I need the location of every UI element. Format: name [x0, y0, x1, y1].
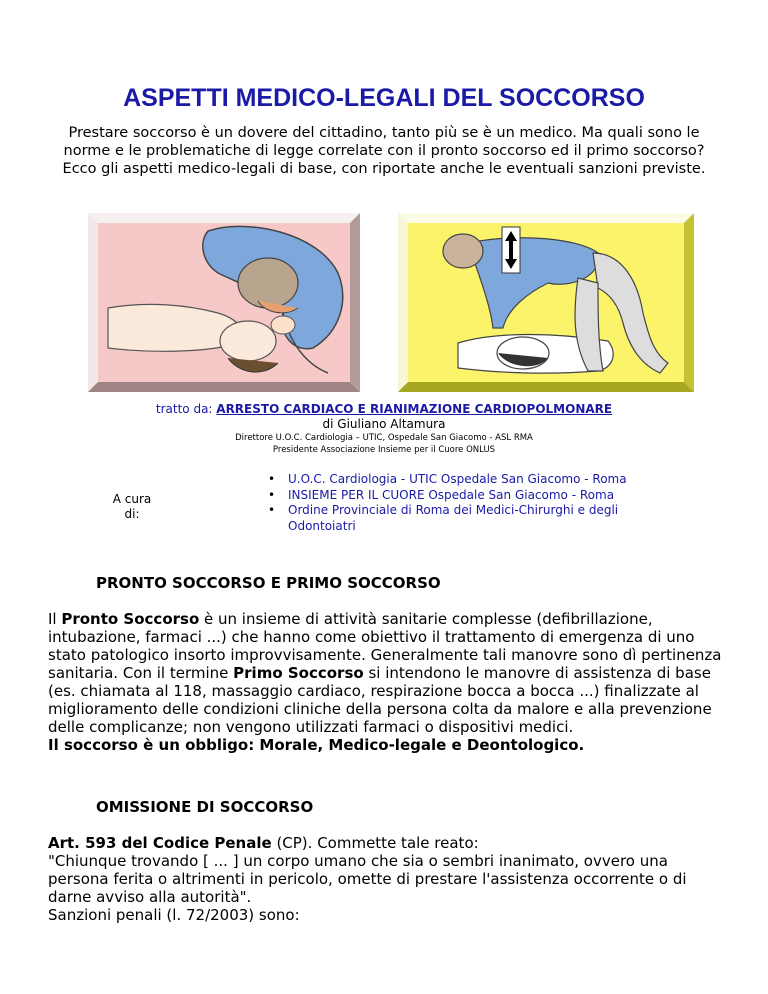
cura-item[interactable]: • INSIEME PER IL CUORE Ospedale San Giacomo - Roma: [268, 488, 688, 504]
text-run: Il: [48, 610, 62, 628]
primo-soccorso-term: Primo Soccorso: [233, 664, 364, 682]
text-run: (CP). Commette tale reato:: [271, 834, 479, 852]
cura-item[interactable]: • U.O.C. Cardiologia - UTIC Ospedale San Giacomo - Roma: [268, 472, 688, 488]
pronto-soccorso-paragraph: [48, 610, 728, 754]
source-book-link[interactable]: ARRESTO CARDIACO E RIANIMAZIONE CARDIOPOLMONARE: [216, 402, 613, 416]
chest-compression-illustration: [398, 213, 694, 392]
cura-item[interactable]: • Ordine Provinciale di Roma dei Medici-Chirurghi e degli Odontoiatri: [268, 503, 688, 534]
credit-role-2: Presidente Associazione Insieme per il Cuore ONLUS: [272, 445, 496, 455]
intro-paragraph: Prestare soccorso è un dovere del cittadino, tanto più se è un medico. Ma quali sono le norme e le problematiche di legge correlate con il pronto soccorso ed il primo soccorso? Ecco gli aspetti medico-legali di base, con riportate anche le eventuali sanzioni previste.: [62, 125, 706, 177]
omissione-paragraph: [48, 834, 728, 924]
credit-prefix: tratto da:: [155, 402, 217, 416]
page-title: ASPETTI MEDICO-LEGALI DEL SOCCORSO: [123, 84, 645, 112]
cura-list: [268, 472, 688, 534]
pronto-soccorso-term: Pronto Soccorso: [61, 610, 200, 628]
cura-label: A cura di:: [112, 492, 152, 521]
art-593-term: Art. 593 del Codice Penale: [48, 834, 272, 852]
art-593-quote: "Chiunque trovando [ ... ] un corpo umano che sia o sembri inanimato, ovvero una persona ferita o altrimenti in pericolo, omette di prestare l'assistenza occorrente o di darne avviso alla autorità".: [48, 852, 687, 906]
section-heading-omissione: OMISSIONE DI SOCCORSO: [96, 798, 314, 816]
credit-author: di Giuliano Altamura: [322, 417, 446, 431]
credit-role-1: Direttore U.O.C. Cardiologia – UTIC, Ospedale San Giacomo - ASL RMA: [235, 433, 533, 443]
rescue-breathing-illustration: [88, 213, 360, 392]
obligation-statement: Il soccorso è un obbligo: Morale, Medico-legale e Deontologico.: [48, 736, 585, 754]
section-heading-pronto-soccorso: PRONTO SOCCORSO E PRIMO SOCCORSO: [96, 574, 441, 592]
sanzioni-text: Sanzioni penali (l. 72/2003) sono:: [48, 906, 300, 924]
text-run: si intendono le manovre di assistenza di base (es. chiamata al 118, massaggio cardiaco, respirazione bocca a bocca ...) finalizzate al miglioramento delle condizioni cliniche della persona colta da malore e alla prevenzione delle complicanze; non vengono utilizzati farmaci o dispositivi medici.: [48, 664, 712, 736]
text-run: è un insieme di attività sanitarie complesse (defibrillazione, intubazione, farmaci ...) che hanno come obiettivo il trattamento di emergenza di uno stato patologico insorto improvvisamente. Generalmente tali manovre sono dì pertinenza sanitaria. Con il termine: [48, 610, 722, 682]
credit-source: [0, 402, 768, 416]
